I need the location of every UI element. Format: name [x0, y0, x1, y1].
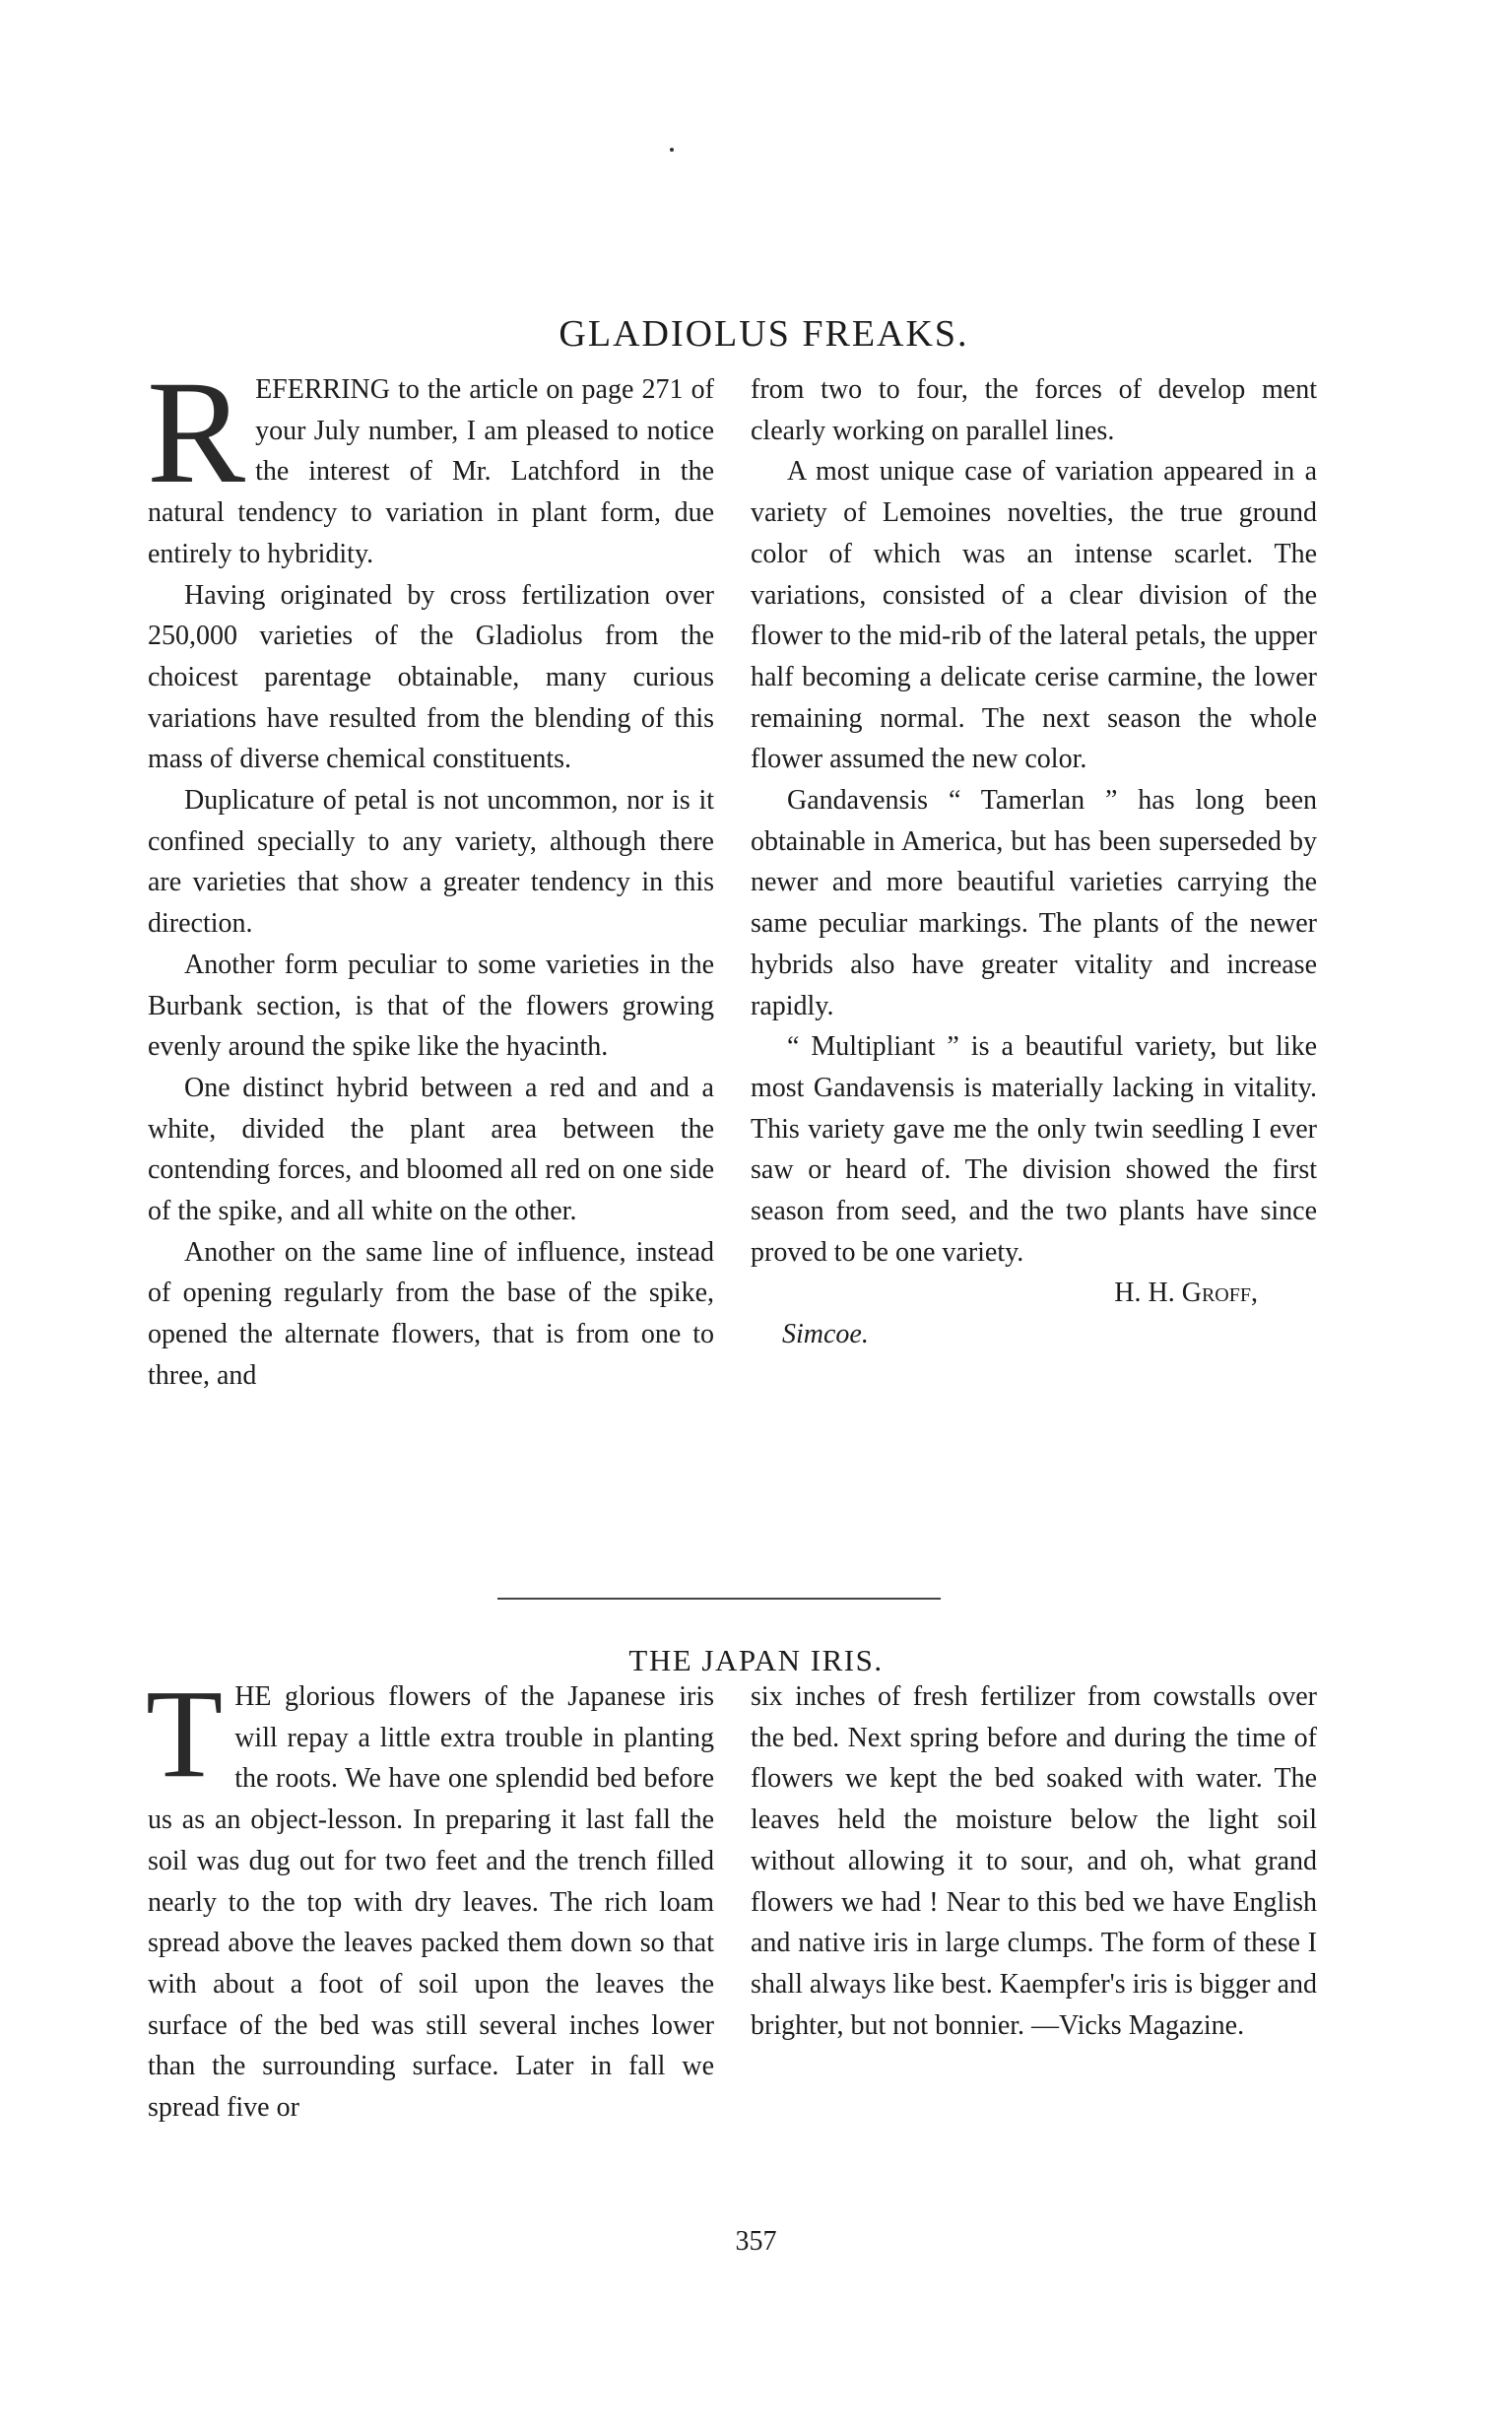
article-title-gladiolus: GLADIOLUS FREAKS. [559, 313, 969, 356]
paragraph [146, 1664, 714, 2129]
place-text: Simcoe. [782, 1319, 869, 1350]
paragraph: Another form peculiar to some varieties in the Burbank section, is that of the flowers growing evenly around the spike like the hyacinth. [148, 949, 714, 1063]
iris-left-column [146, 1664, 714, 2129]
paragraph: six inches of fresh fertilizer from cowstalls over the bed. Next spring before and during the time of flowers we kept the bed soaked with water. The leaves held the moisture below the light soil without allowing it to sour, and oh, what grand flowers we had ! Near to this bed we have English and native iris in large clumps. The form of these I shall always like best. Kaempfer's iris is bigger and brighter, but not bonnier. —Vicks Magazine. [751, 1681, 1318, 2041]
paragraph-text: HE glorious flowers of the Japanese iris will repay a little extra trouble in planting the roots. We have one splendid bed before us as an object-lesson. In preparing it last fall the soil was dug out for two feet and the trench filled nearly to the top with dry leaves. The rich loam spread above the leaves packed them down so that with about a foot of soil upon the leaves the surface of the bed was still several inches lower than the surrounding surface. Later in fall we spread five or [148, 1681, 714, 2124]
paragraph: Another on the same line of influence, instead of opening regularly from the base of the spike, opened the alternate flowers, that is from one to three, and [148, 1236, 714, 1391]
paragraph: “ Multipliant ” is a beautiful variety, but like most Gandavensis is materially lacking in vitality. This variety gave me the only twin seedling I ever saw or heard of. The division showed the first season from seed, and the two plants have since proved to be one variety. [751, 1031, 1317, 1268]
page-number: 357 [735, 2226, 777, 2257]
paragraph: Having originated by cross fertilization over 250,000 varieties of the Gladiolus from the choicest parentage obtainable, many curious variations have resulted from the blending of this mass of diverse chemical constituents. [148, 579, 714, 775]
article-title-japan-iris: THE JAPAN IRIS. [628, 1642, 884, 1677]
gladiolus-left-column [147, 351, 714, 1397]
ink-speck [670, 148, 674, 152]
paragraph: One distinct hybrid between a red and and a white, divided the plant area between the contending forces, and bloomed all red on one side of the spike, and all white on the other. [148, 1072, 714, 1227]
author-signature [751, 1273, 1317, 1314]
gladiolus-right-column [751, 369, 1317, 1355]
section-divider [497, 1598, 941, 1600]
paragraph: A most unique case of variation appeared in a variety of Lemoines novelties, the true ground color of which was an intense scarlet. The variations, consisted of a clear division of the flower to the mid-rib of the lateral petals, the upper half becoming a delicate cerise carmine, the lower remaining normal. The next season the whole flower assumed the new color. [751, 456, 1317, 775]
signature-text: H. H. Groff, [1114, 1278, 1258, 1309]
place-line [751, 1314, 1317, 1355]
drop-cap: R [147, 351, 246, 514]
paragraph: Gandavensis “ Tamerlan ” has long been obtainable in America, but has been superseded by newer and more beautiful varieties carrying the same peculiar markings. The plants of the newer hybrids also have greater vitality and increase rapidly. [751, 785, 1317, 1021]
paragraph: Duplicature of petal is not uncommon, nor is it confined specially to any variety, although there are varieties that show a greater tendency in this direction. [148, 785, 714, 940]
paragraph [147, 351, 714, 575]
paragraph-text: EFERRING to the article on page 271 of your July number, I am pleased to notice the interest of Mr. Latchford in the natural tendency to variation in plant form, due entirely to hybridity. [148, 374, 714, 569]
drop-cap: T [146, 1664, 224, 1804]
paragraph: from two to four, the forces of develop ment clearly working on parallel lines. [751, 374, 1317, 446]
iris-right-column [751, 1676, 1317, 2046]
